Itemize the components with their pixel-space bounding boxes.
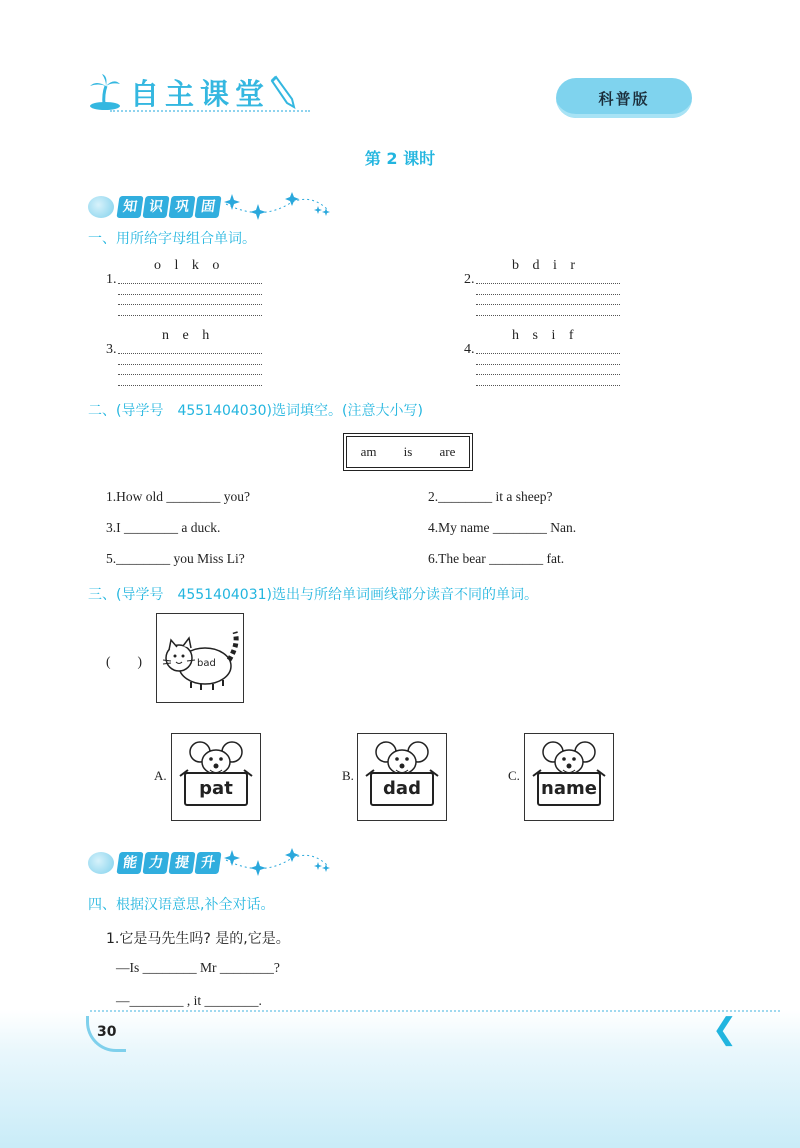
globe-icon bbox=[88, 196, 114, 218]
option-a-label[interactable]: A. bbox=[154, 768, 167, 783]
chevron-left-icon[interactable]: ❮ bbox=[712, 1012, 738, 1047]
option-a-word: pat bbox=[184, 772, 248, 806]
dialogue-line-2[interactable]: —________ , it ________. bbox=[116, 993, 262, 1008]
header-divider bbox=[110, 110, 310, 112]
pencil-icon bbox=[270, 75, 298, 109]
palm-tree-icon bbox=[88, 74, 122, 110]
banner-char: 固 bbox=[194, 196, 221, 218]
fill-sentence-1[interactable]: 1.How old ________ you? bbox=[106, 489, 250, 504]
sparkle-trail-icon bbox=[222, 848, 332, 878]
fill-sentence-5[interactable]: 5.________ you Miss Li? bbox=[106, 551, 245, 566]
answer-line[interactable] bbox=[118, 385, 262, 386]
answer-line[interactable] bbox=[118, 364, 262, 365]
option-c-picture[interactable] bbox=[524, 733, 614, 821]
footer-divider bbox=[90, 1010, 780, 1012]
option-b-picture[interactable] bbox=[357, 733, 447, 821]
answer-line[interactable] bbox=[118, 353, 262, 354]
answer-line[interactable] bbox=[118, 283, 262, 284]
option-c-label[interactable]: C. bbox=[508, 768, 520, 783]
word-bank-item: am bbox=[360, 444, 377, 459]
answer-line[interactable] bbox=[476, 353, 620, 354]
item-number: 2. bbox=[464, 272, 475, 287]
fill-sentence-4[interactable]: 4.My name ________ Nan. bbox=[428, 520, 577, 535]
question-3-heading: 三、(导学号 4551404031)选出与所给单词画线部分读音不同的单词。 bbox=[88, 587, 538, 603]
banner-char: 识 bbox=[142, 196, 169, 218]
answer-line[interactable] bbox=[476, 315, 620, 316]
letters: h s i f bbox=[512, 328, 576, 343]
page-number: 30 bbox=[86, 1016, 126, 1052]
fill-sentence-3[interactable]: 3.I ________ a duck. bbox=[106, 520, 221, 535]
word-bank-item: is bbox=[403, 444, 413, 459]
letters: o l k o bbox=[154, 258, 222, 273]
answer-line[interactable] bbox=[118, 304, 262, 305]
word-bank-item: are bbox=[439, 444, 456, 459]
option-b-word: dad bbox=[370, 772, 434, 806]
sparkle-trail-icon bbox=[222, 192, 332, 222]
answer-line[interactable] bbox=[476, 283, 620, 284]
brand-logo bbox=[88, 72, 298, 112]
fill-sentence-2[interactable]: 2.________ it a sheep? bbox=[428, 489, 553, 504]
banner-char: 巩 bbox=[168, 196, 195, 218]
item-number: 4. bbox=[464, 342, 475, 357]
answer-line[interactable] bbox=[118, 374, 262, 375]
item-number: 1. bbox=[106, 272, 117, 287]
banner-char: 升 bbox=[194, 852, 221, 874]
question-4-heading: 四、根据汉语意思,补全对话。 bbox=[88, 897, 275, 913]
answer-line[interactable] bbox=[476, 364, 620, 365]
option-c-word: name bbox=[537, 772, 601, 806]
answer-line[interactable] bbox=[118, 315, 262, 316]
word-bank-box bbox=[346, 436, 470, 468]
cat-picture bbox=[156, 613, 244, 703]
letters: n e h bbox=[162, 328, 212, 343]
fill-sentence-6[interactable]: 6.The bear ________ fat. bbox=[428, 551, 565, 566]
q4-item-1: 1.它是马先生吗? 是的,它是。 bbox=[106, 931, 290, 947]
banner-char: 力 bbox=[142, 852, 169, 874]
answer-line[interactable] bbox=[476, 304, 620, 305]
section-banner-knowledge bbox=[88, 192, 332, 222]
given-word: bad bbox=[197, 658, 216, 669]
answer-line[interactable] bbox=[476, 374, 620, 375]
banner-char: 能 bbox=[116, 852, 143, 874]
answer-line[interactable] bbox=[118, 294, 262, 295]
option-b-label[interactable]: B. bbox=[342, 768, 354, 783]
globe-icon bbox=[88, 852, 114, 874]
answer-line[interactable] bbox=[476, 385, 620, 386]
brand-title: 自主课堂 bbox=[130, 76, 271, 111]
letters: b d i r bbox=[512, 258, 578, 273]
answer-line[interactable] bbox=[476, 294, 620, 295]
lesson-title: 第 2 课时 bbox=[364, 149, 436, 168]
question-1-heading: 一、用所给字母组合单词。 bbox=[88, 231, 256, 247]
item-number: 3. bbox=[106, 342, 117, 357]
answer-bracket[interactable]: ( ) bbox=[106, 654, 142, 669]
dialogue-line-1[interactable]: —Is ________ Mr ________? bbox=[116, 960, 280, 975]
banner-char: 知 bbox=[116, 196, 143, 218]
option-a-picture[interactable] bbox=[171, 733, 261, 821]
banner-char: 提 bbox=[168, 852, 195, 874]
section-banner-ability bbox=[88, 848, 332, 878]
edition-badge: 科普版 bbox=[556, 78, 692, 118]
question-2-heading: 二、(导学号 4551404030)选词填空。(注意大小写) bbox=[88, 403, 423, 419]
